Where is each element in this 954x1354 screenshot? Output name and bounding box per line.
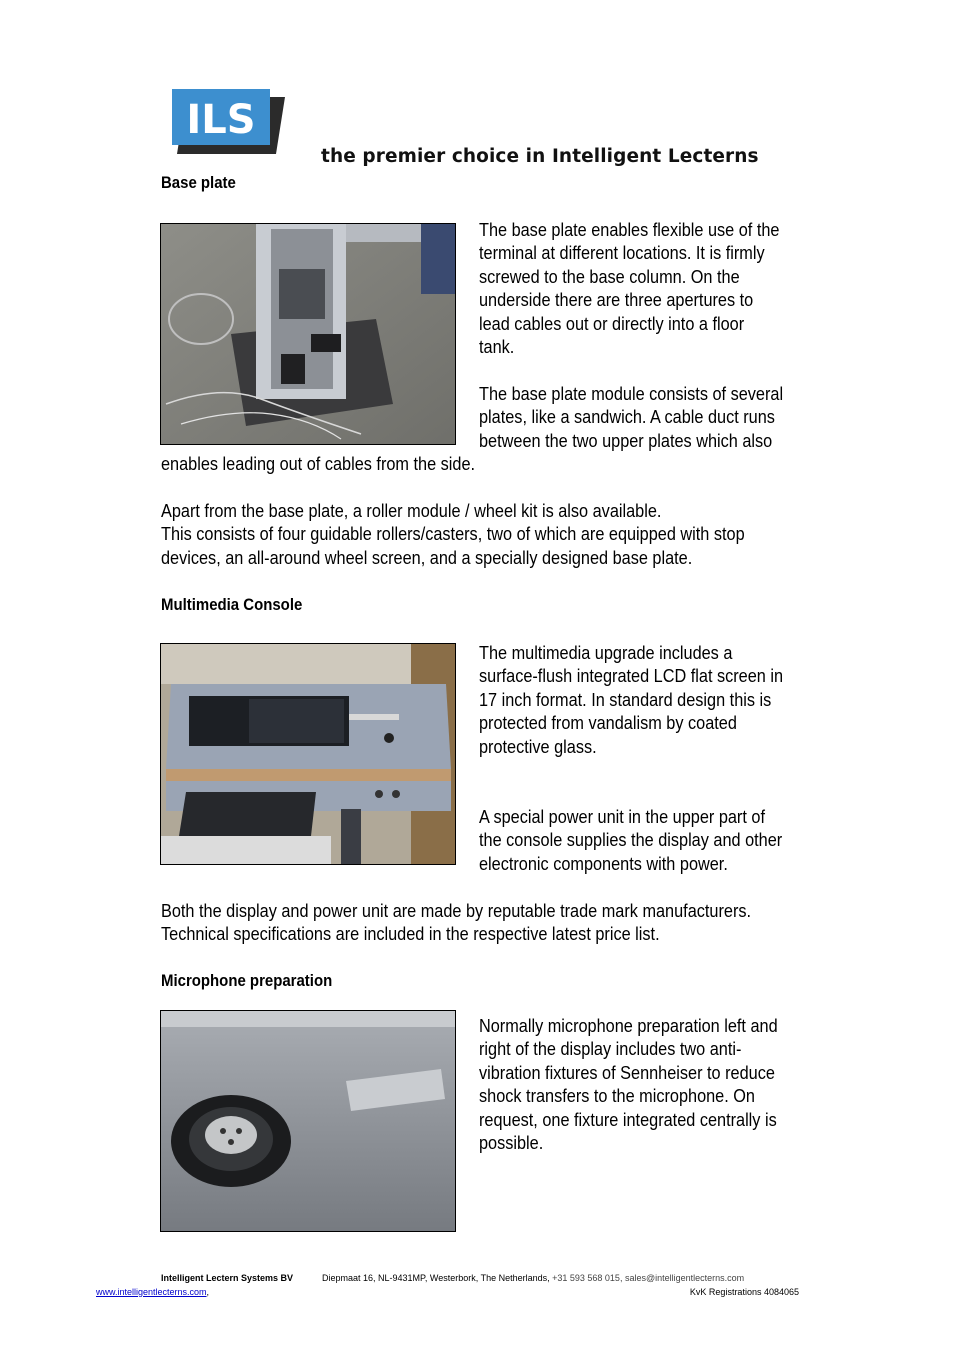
- footer-company: Intelligent Lectern Systems BV: [161, 1273, 294, 1283]
- multimedia-full-text: Both the display and power unit are made by reputable trade mark manufacturers. Technical specifications are included in the respective latest price list.: [161, 900, 752, 945]
- base-plate-text-continued: enables leading out of cables from the side.: [161, 453, 476, 474]
- base-plate-side-text: The base plate enables flexible use of the terminal at different locations. It is firmly screwed to the base column. On the underside there are three apertures to lead cables out or directly into a floor tank. The base plate module consists of several plates, like a sandwich. A cable duct runs between the two upper plates which also: [479, 219, 784, 451]
- footer-url: [96, 1287, 209, 1297]
- section-heading-multimedia-console: Multimedia Console: [161, 595, 303, 614]
- footer-contact: +31 593 568 015, sales@intelligentlecterns.com: [549, 1273, 745, 1283]
- logo-text: ILS: [186, 97, 256, 143]
- microphone-fixture-photo: [160, 1010, 456, 1232]
- multimedia-console-photo: [160, 643, 456, 865]
- footer-address: [322, 1273, 744, 1283]
- base-plate-photo: [160, 223, 456, 445]
- footer-address-text: Diepmaat 16, NL-9431MP, Westerbork, The Netherlands,: [322, 1273, 550, 1283]
- footer-url-suffix: ,: [206, 1287, 210, 1297]
- footer-registration: KvK Registrations 4084065: [689, 1287, 799, 1297]
- section-heading-base-plate: Base plate: [161, 173, 236, 192]
- section-heading-microphone-preparation: Microphone preparation: [161, 971, 333, 990]
- multimedia-side-text-1: The multimedia upgrade includes a surface-flush integrated LCD flat screen in 17 inch format. In standard design this is protected from vandalism by coated protective glass.: [479, 642, 784, 757]
- roller-module-text: Apart from the base plate, a roller module / wheel kit is also available. This consists of four guidable rollers/casters, two of which are equipped with stop devices, an all-around wheel screen, and a specially designed base plate.: [161, 500, 745, 568]
- microphone-side-text: Normally microphone preparation left and right of the display includes two anti- vibration fixtures of Sennheiser to reduce shock transfers to the microphone. On request, one fixture integrated centrally is possible.: [479, 1015, 778, 1154]
- website-link[interactable]: www.intelligentlecterns.com: [96, 1287, 207, 1297]
- ils-logo: [172, 89, 285, 154]
- tagline: the premier choice in Intelligent Lecterns: [321, 146, 759, 167]
- multimedia-side-text-2: A special power unit in the upper part of the console supplies the display and other electronic components with power.: [479, 806, 783, 874]
